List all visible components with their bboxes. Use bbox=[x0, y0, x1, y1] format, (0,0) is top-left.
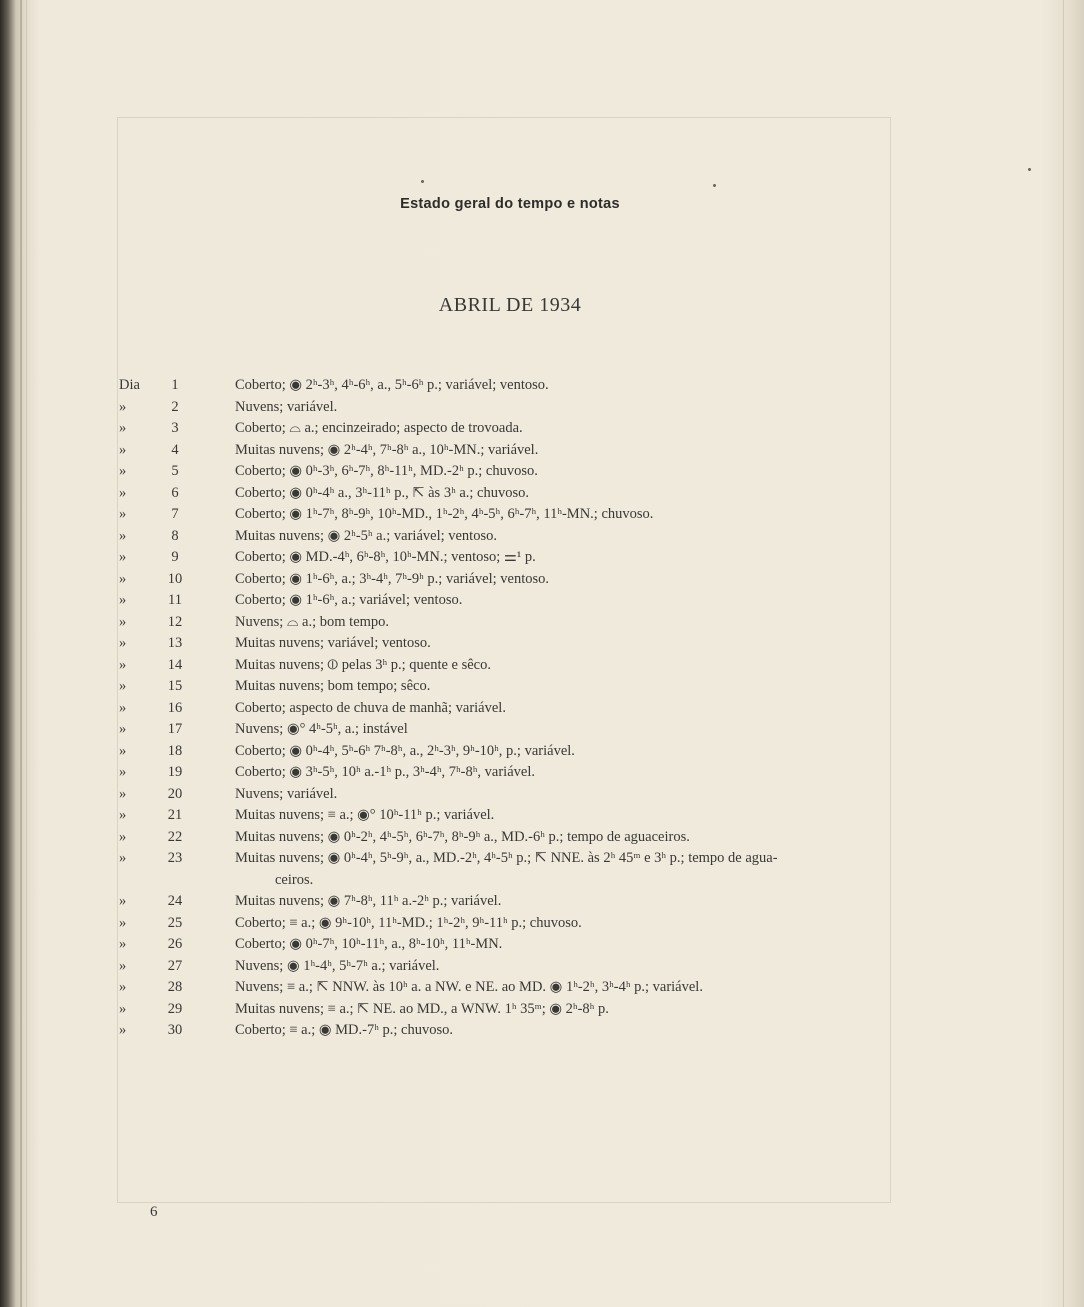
weather-note-text: Coberto; ⌓ a.; encinzeirado; aspecto de trovoada. bbox=[235, 420, 523, 436]
day-number: 7 bbox=[171, 506, 179, 522]
weather-note bbox=[235, 375, 905, 397]
day-number: 13 bbox=[167, 635, 183, 651]
ditto-mark: » bbox=[119, 850, 127, 866]
ditto-mark: » bbox=[119, 957, 127, 974]
day-number: 9 bbox=[171, 549, 179, 565]
day-number: 23 bbox=[167, 850, 183, 866]
ditto-mark: » bbox=[119, 1022, 127, 1038]
weather-note-text: Coberto; ≡ a.; ◉ 9ʰ-10ʰ, 11ʰ-MD.; 1ʰ-2ʰ, 9ʰ-11ʰ p.; chuvoso. bbox=[235, 914, 582, 931]
weather-note-text: Nuvens; variável. bbox=[235, 398, 338, 415]
ditto-mark: » bbox=[119, 398, 127, 415]
ditto-mark: » bbox=[119, 592, 127, 608]
weather-note-text: Coberto; ◉ MD.-4ʰ, 6ʰ-8ʰ, 10ʰ-MN.; ventoso; ⚌¹ p. bbox=[235, 549, 536, 565]
weather-note-text: Nuvens; variável. bbox=[235, 785, 338, 802]
weather-note-text: Nuvens; ◉ 1ʰ-4ʰ, 5ʰ-7ʰ a.; variável. bbox=[235, 957, 440, 974]
day-number: 30 bbox=[167, 1022, 183, 1038]
weather-note-text: Nuvens; ◉° 4ʰ-5ʰ, a.; instável bbox=[235, 721, 408, 737]
table-row bbox=[0, 934, 1084, 956]
table-row bbox=[0, 612, 1084, 634]
day-label: Dia bbox=[119, 377, 140, 393]
table-row bbox=[0, 741, 1084, 763]
page-number: 6 bbox=[150, 1204, 158, 1220]
weather-note bbox=[235, 999, 905, 1021]
weather-note bbox=[235, 805, 905, 827]
section-title: Estado geral do tempo e notas bbox=[400, 196, 620, 212]
day-number: 6 bbox=[171, 484, 179, 501]
table-row bbox=[0, 461, 1084, 483]
weather-note bbox=[235, 719, 905, 741]
day-number: 3 bbox=[171, 420, 179, 436]
weather-note-text: Coberto; ◉ 1ʰ-6ʰ, a.; variável; ventoso. bbox=[235, 592, 463, 608]
weather-note bbox=[235, 526, 905, 548]
weather-note-text: Muitas nuvens; bom tempo; sêco. bbox=[235, 678, 431, 694]
ditto-mark: » bbox=[119, 527, 127, 544]
ditto-mark: » bbox=[119, 742, 127, 759]
weather-note-text: Coberto; ◉ 0ʰ-3ʰ, 6ʰ-7ʰ, 8ʰ-11ʰ, MD.-2ʰ p.; chuvoso. bbox=[235, 463, 538, 479]
ditto-mark: » bbox=[119, 699, 127, 716]
day-number: 26 bbox=[167, 936, 183, 952]
weather-note-text: Coberto; ◉ 0ʰ-4ʰ, 5ʰ-6ʰ 7ʰ-8ʰ, a., 2ʰ-3ʰ, 9ʰ-10ʰ, p.; variável. bbox=[235, 742, 575, 759]
weather-note-text: Coberto; aspecto de chuva de manhã; variável. bbox=[235, 699, 506, 716]
weather-note bbox=[235, 418, 905, 440]
ditto-mark: » bbox=[119, 764, 127, 780]
weather-note-text: Muitas nuvens; ≡ a.; ◉° 10ʰ-11ʰ p.; variável. bbox=[235, 807, 495, 823]
ditto-mark: » bbox=[119, 807, 127, 823]
day-number: 28 bbox=[167, 979, 183, 995]
weather-note bbox=[235, 440, 905, 462]
table-row bbox=[0, 633, 1084, 655]
table-row bbox=[0, 418, 1084, 440]
ditto-mark: » bbox=[119, 570, 127, 587]
day-number: 22 bbox=[167, 828, 183, 845]
day-number: 5 bbox=[171, 463, 179, 479]
paper-speck bbox=[713, 184, 716, 187]
weather-note-text: Nuvens; ⌓ a.; bom tempo. bbox=[235, 613, 390, 630]
weather-note-text: Coberto; ◉ 2ʰ-3ʰ, 4ʰ-6ʰ, a., 5ʰ-6ʰ p.; variável; ventoso. bbox=[235, 377, 549, 393]
weather-note-text: Muitas nuvens; ⦶ pelas 3ʰ p.; quente e sêco. bbox=[235, 656, 491, 673]
day-number: 1 bbox=[171, 377, 179, 393]
table-row bbox=[0, 440, 1084, 462]
weather-note bbox=[235, 827, 905, 849]
weather-note bbox=[235, 977, 905, 999]
day-number: 4 bbox=[171, 441, 179, 458]
table-row bbox=[0, 999, 1084, 1021]
weather-note-text: Muitas nuvens; ≡ a.; ⇱ NE. ao MD., a WNW. 1ʰ 35ᵐ; ◉ 2ʰ-8ʰ p. bbox=[235, 1000, 609, 1017]
weather-note bbox=[235, 483, 905, 505]
weather-note bbox=[235, 762, 905, 784]
day-number: 14 bbox=[167, 656, 183, 673]
paper-speck bbox=[421, 180, 424, 183]
table-row bbox=[0, 805, 1084, 827]
weather-note-text: Nuvens; ≡ a.; ⇱ NNW. às 10ʰ a. a NW. e NE. ao MD. ◉ 1ʰ-2ʰ, 3ʰ-4ʰ p.; variável. bbox=[235, 979, 703, 995]
weather-note-text: Coberto; ◉ 1ʰ-7ʰ, 8ʰ-9ʰ, 10ʰ-MD., 1ʰ-2ʰ, 4ʰ-5ʰ, 6ʰ-7ʰ, 11ʰ-MN.; chuvoso. bbox=[235, 506, 654, 522]
weather-note-text: Coberto; ◉ 0ʰ-7ʰ, 10ʰ-11ʰ, a., 8ʰ-10ʰ, 11ʰ-MN. bbox=[235, 936, 503, 952]
weather-note-text: Coberto; ◉ 0ʰ-4ʰ a., 3ʰ-11ʰ p., ⇱ às 3ʰ a.; chuvoso. bbox=[235, 484, 530, 501]
ditto-mark: » bbox=[119, 721, 127, 737]
ditto-mark: » bbox=[119, 828, 127, 845]
table-row bbox=[0, 913, 1084, 935]
ditto-mark: » bbox=[119, 656, 127, 673]
ditto-mark: » bbox=[119, 484, 127, 501]
weather-note-text: Muitas nuvens; ◉ 7ʰ-8ʰ, 11ʰ a.-2ʰ p.; variável. bbox=[235, 893, 502, 909]
weather-note-text: Muitas nuvens; variável; ventoso. bbox=[235, 635, 431, 651]
ditto-mark: » bbox=[119, 506, 127, 522]
weather-note-text: Coberto; ≡ a.; ◉ MD.-7ʰ p.; chuvoso. bbox=[235, 1022, 453, 1038]
weather-note bbox=[235, 934, 905, 956]
ditto-mark: » bbox=[119, 441, 127, 458]
weather-note bbox=[235, 848, 905, 891]
weather-note-text: Muitas nuvens; ◉ 0ʰ-2ʰ, 4ʰ-5ʰ, 6ʰ-7ʰ, 8ʰ-9ʰ a., MD.-6ʰ p.; tempo de aguaceiros. bbox=[235, 828, 690, 845]
ditto-mark: » bbox=[119, 785, 127, 802]
weather-note bbox=[235, 698, 905, 720]
ditto-mark: » bbox=[119, 893, 127, 909]
ditto-mark: » bbox=[119, 420, 127, 436]
weather-note-text: Muitas nuvens; ◉ 2ʰ-4ʰ, 7ʰ-8ʰ a., 10ʰ-MN.; variável. bbox=[235, 441, 539, 458]
weather-note bbox=[235, 590, 905, 612]
day-number: 11 bbox=[168, 592, 182, 608]
table-row bbox=[0, 719, 1084, 741]
day-number: 19 bbox=[167, 764, 183, 780]
table-row bbox=[0, 590, 1084, 612]
day-number: 8 bbox=[171, 527, 179, 544]
paper-speck bbox=[1028, 168, 1031, 171]
weather-note bbox=[235, 461, 905, 483]
ditto-mark: » bbox=[119, 979, 127, 995]
table-row bbox=[0, 1020, 1084, 1042]
table-row bbox=[0, 655, 1084, 677]
day-number: 12 bbox=[167, 613, 183, 630]
ditto-mark: » bbox=[119, 463, 127, 479]
ditto-mark: » bbox=[119, 936, 127, 952]
weather-note bbox=[235, 397, 905, 419]
month-title: ABRIL DE 1934 bbox=[438, 294, 582, 316]
table-row bbox=[0, 977, 1084, 999]
table-row bbox=[0, 504, 1084, 526]
table-row bbox=[0, 784, 1084, 806]
day-number: 27 bbox=[167, 957, 183, 974]
day-number: 24 bbox=[167, 893, 183, 909]
day-number: 25 bbox=[167, 914, 183, 931]
weather-note-text: Coberto; ◉ 1ʰ-6ʰ, a.; 3ʰ-4ʰ, 7ʰ-9ʰ p.; variável; ventoso. bbox=[235, 570, 550, 587]
weather-note bbox=[235, 1020, 905, 1042]
weather-note bbox=[235, 784, 905, 806]
table-row bbox=[0, 848, 1084, 891]
weather-note bbox=[235, 504, 905, 526]
ditto-mark: » bbox=[119, 914, 127, 931]
table-row bbox=[0, 569, 1084, 591]
weather-note-continuation: ceiros. bbox=[275, 871, 314, 888]
ditto-mark: » bbox=[119, 635, 127, 651]
weather-note bbox=[235, 655, 905, 677]
weather-note-text: Muitas nuvens; ◉ 2ʰ-5ʰ a.; variável; ventoso. bbox=[235, 527, 497, 544]
table-row bbox=[0, 483, 1084, 505]
ditto-mark: » bbox=[119, 613, 127, 630]
table-row bbox=[0, 547, 1084, 569]
weather-note bbox=[235, 956, 905, 978]
day-number: 21 bbox=[167, 807, 183, 823]
day-number: 17 bbox=[167, 721, 183, 737]
table-row bbox=[0, 526, 1084, 548]
weather-note bbox=[235, 891, 905, 913]
weather-note bbox=[235, 633, 905, 655]
weather-note-text: Coberto; ◉ 3ʰ-5ʰ, 10ʰ a.-1ʰ p., 3ʰ-4ʰ, 7ʰ-8ʰ, variável. bbox=[235, 764, 535, 780]
ditto-mark: » bbox=[119, 678, 127, 694]
day-number: 29 bbox=[167, 1000, 183, 1017]
weather-note bbox=[235, 547, 905, 569]
day-number: 2 bbox=[171, 398, 179, 415]
table-row bbox=[0, 397, 1084, 419]
table-row bbox=[0, 698, 1084, 720]
weather-notes-table bbox=[0, 375, 1084, 1042]
weather-note bbox=[235, 569, 905, 591]
ditto-mark: » bbox=[119, 1000, 127, 1017]
day-number: 20 bbox=[167, 785, 183, 802]
table-row bbox=[0, 827, 1084, 849]
table-row bbox=[0, 762, 1084, 784]
day-number: 18 bbox=[167, 742, 183, 759]
table-row bbox=[0, 375, 1084, 397]
day-number: 16 bbox=[167, 699, 183, 716]
day-number: 10 bbox=[167, 570, 183, 587]
table-row bbox=[0, 891, 1084, 913]
weather-note bbox=[235, 913, 905, 935]
table-row bbox=[0, 676, 1084, 698]
weather-note bbox=[235, 612, 905, 634]
ditto-mark: » bbox=[119, 549, 127, 565]
weather-note bbox=[235, 676, 905, 698]
day-number: 15 bbox=[167, 678, 183, 694]
weather-note-text: Muitas nuvens; ◉ 0ʰ-4ʰ, 5ʰ-9ʰ, a., MD.-2ʰ, 4ʰ-5ʰ p.; ⇱ NNE. às 2ʰ 45ᵐ e 3ʰ p.; tempo de agua- bbox=[235, 850, 778, 866]
weather-note bbox=[235, 741, 905, 763]
table-row bbox=[0, 956, 1084, 978]
